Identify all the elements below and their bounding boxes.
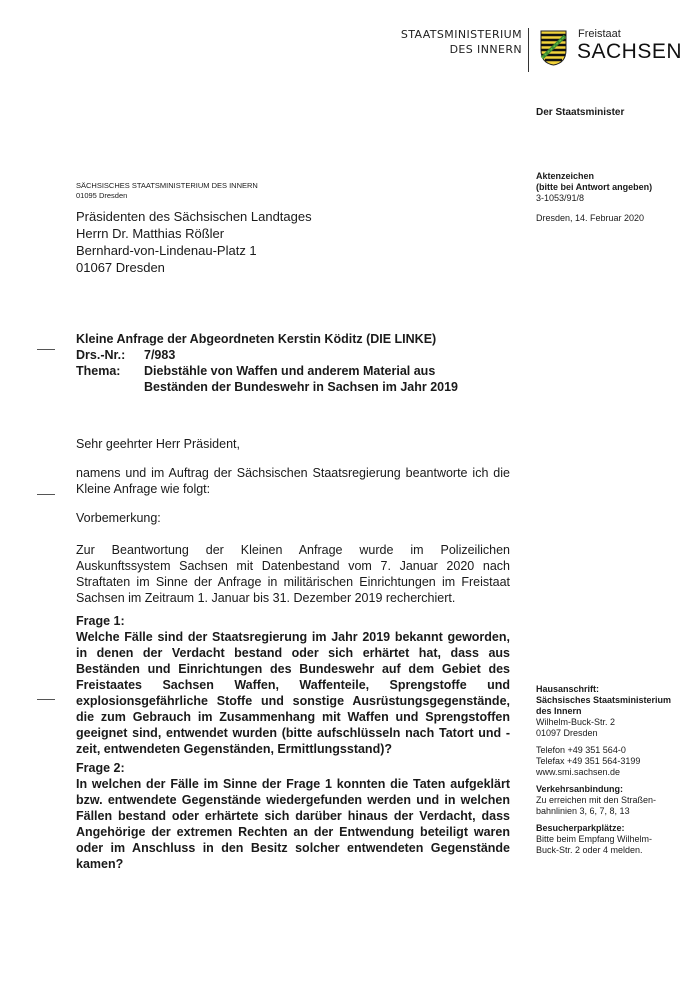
sender-line-2: 01095 Dresden xyxy=(76,191,128,200)
thema-label: Thema: xyxy=(76,364,121,378)
verkehr-label: Verkehrsanbindung: xyxy=(536,784,624,794)
sender-line xyxy=(76,181,258,201)
aktenzeichen-value: 3-1053/91/8 xyxy=(536,193,585,203)
thema-value: Diebstähle von Waffen und anderem Material aus Beständen der Bundeswehr in Sachsen im Jahr 2019 xyxy=(144,364,459,394)
recipient-line-3: Bernhard-von-Lindenau-Platz 1 xyxy=(76,243,257,258)
website: www.smi.sachsen.de xyxy=(536,767,621,777)
ministry-line-1: STAATSMINISTERIUM xyxy=(400,28,522,41)
verkehr-line-1: Zu erreichen mit den Straßen- xyxy=(536,795,657,805)
telefax: Telefax +49 351 564-3199 xyxy=(536,756,641,766)
fold-mark-top xyxy=(37,349,55,350)
salutation: Sehr geehrter Herr Präsident, xyxy=(76,436,240,451)
aktenzeichen-block xyxy=(536,171,652,204)
recipient-line-1: Präsidenten des Sächsischen Landtages xyxy=(76,209,312,224)
letter-date: Dresden, 14. Februar 2020 xyxy=(536,213,645,223)
sender-line-1: SÄCHSISCHES STAATSMINISTERIUM DES INNERN xyxy=(76,181,258,190)
drs-label: Drs.-Nr.: xyxy=(76,348,126,362)
subject-block xyxy=(76,331,516,395)
drs-value: 7/983 xyxy=(144,348,176,362)
logo-large-text: SACHSEN xyxy=(577,40,683,63)
recipient-line-4: 01067 Dresden xyxy=(76,260,165,275)
frage-1-label: Frage 1: xyxy=(76,613,125,628)
hausanschrift-name-2: des Innern xyxy=(536,706,582,716)
recipient-line-2: Herrn Dr. Matthias Rößler xyxy=(76,226,225,241)
header-divider xyxy=(528,28,529,72)
frage-2-label: Frage 2: xyxy=(76,760,125,775)
ministry-name xyxy=(401,27,522,57)
frage-1-text: Welche Fälle sind der Staatsregierung im Jahr 2019 bekannt geworden, in denen der Verdacht bestand oder sich erhärtet hat, dass aus Beständen und Einrichtungen des Bundeswehr auf dem Gebiet des Freistaates Sachsen Waffen, Waffenteile, Sprengstoffe und explosionsgefährliche Stoffe und sonstige Ausrüstungsgegenstände, die zum Gebrauch im Zusammenhang mit Waffen und Sprengstoffen geeignet sind, entwendet wurden (bitte aufschlüsseln nach Tatort und -zeit, entwendeten Gegenständen, Ermittlungsstand)? xyxy=(76,629,510,756)
parken-line-1: Bitte beim Empfang Wilhelm- xyxy=(536,834,653,844)
vorbemerkung-text: Zur Beantwortung der Kleinen Anfrage wurde im Polizeilichen Auskunftssystem Sachsen mit Datenbestand vom 7. Januar 2020 nach Straftaten im Sinne der Anfrage in militärischen Einrichtungen im Freistaat Sachsen im Zeitraum 1. Januar bis 31. Dezember 2019 recherchiert. xyxy=(76,542,510,605)
aktenzeichen-hint: (bitte bei Antwort angeben) xyxy=(536,182,653,192)
telefon: Telefon +49 351 564-0 xyxy=(536,745,626,755)
subject-title: Kleine Anfrage der Abgeordneten Kerstin Köditz (DIE LINKE) xyxy=(76,332,437,346)
contact-block xyxy=(536,684,671,856)
intro-paragraph: namens und im Auftrag der Sächsischen Staatsregierung beantworte ich die Kleine Anfrage wie folgt: xyxy=(76,465,510,496)
minister-title: Der Staatsminister xyxy=(536,107,625,118)
parken-label: Besucherparkplätze: xyxy=(536,823,625,833)
logo-small-text: Freistaat xyxy=(578,28,621,40)
saxony-crest-icon xyxy=(540,30,567,66)
hausanschrift-street: Wilhelm-Buck-Str. 2 xyxy=(536,717,616,727)
aktenzeichen-label: Aktenzeichen xyxy=(536,171,595,181)
vorbemerkung-label: Vorbemerkung: xyxy=(76,510,161,525)
verkehr-line-2: bahnlinien 3, 6, 7, 8, 13 xyxy=(536,806,630,816)
parken-line-2: Buck-Str. 2 oder 4 melden. xyxy=(536,845,643,855)
ministry-line-2: DES INNERN xyxy=(449,43,522,56)
hausanschrift-name-1: Sächsisches Staatsministerium xyxy=(536,695,672,705)
fold-mark-bottom xyxy=(37,699,55,700)
recipient-address xyxy=(76,208,312,276)
hausanschrift-label: Hausanschrift: xyxy=(536,684,600,694)
frage-2-text: In welchen der Fälle im Sinne der Frage 1 konnten die Taten aufgeklärt bzw. entwendete Gegenstände wiedergefunden werden und in welchen Fällen bestand oder erhärtete sich darüber hinaus der Verdacht, dass Angehörige der extremen Rechten an der Entwendung beteiligt waren oder im Anschluss in den Besitz solcher entwendeten Gegenstände kamen? xyxy=(76,776,510,871)
punch-mark xyxy=(37,494,55,495)
hausanschrift-city: 01097 Dresden xyxy=(536,728,598,738)
